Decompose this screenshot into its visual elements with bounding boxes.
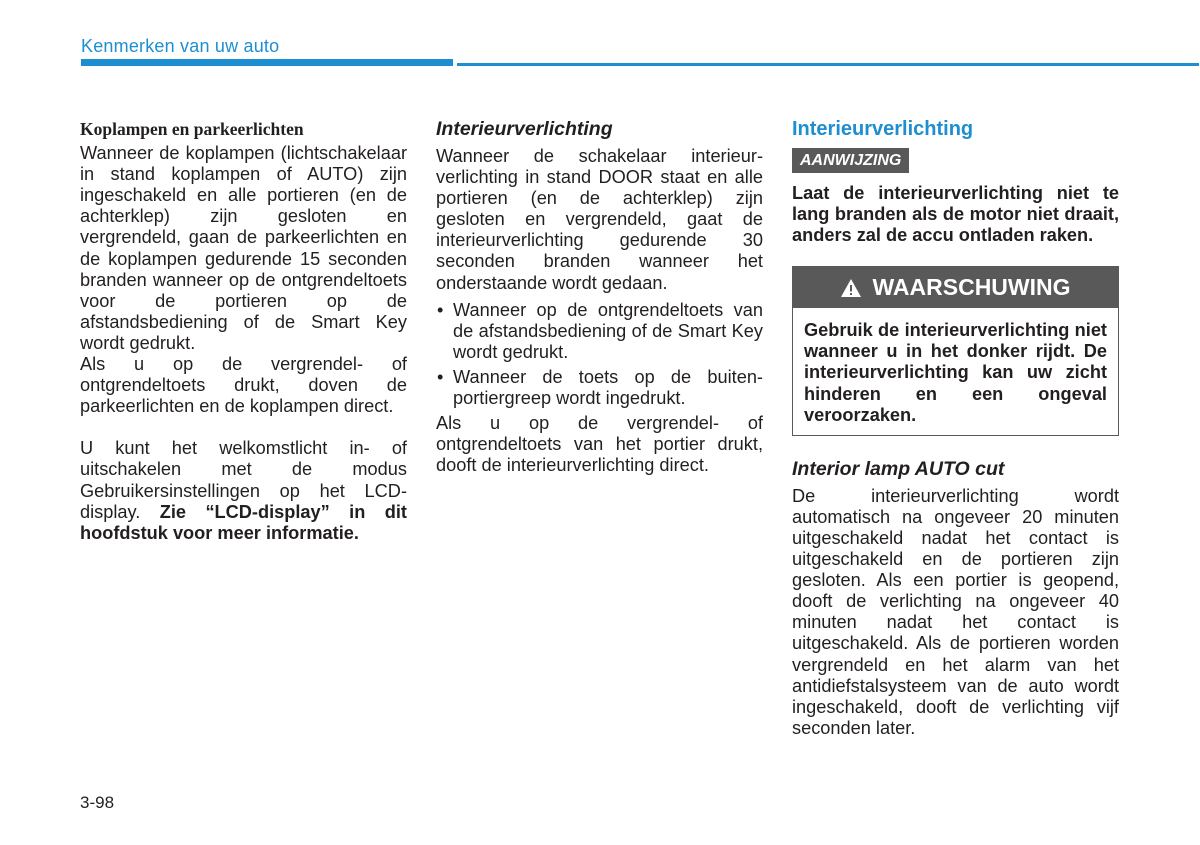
warning-title: WAARSCHUWING: [872, 274, 1071, 301]
lcd-display-reference: Zie “LCD-display” in dit hoofdstuk voor meer informatie.: [80, 501, 407, 543]
heading-interior-lighting-blue: Interieurverlichting: [792, 118, 974, 140]
heading-auto-cut: Interior lamp AUTO cut: [792, 457, 1005, 480]
section-title: Kenmerken van uw auto: [81, 36, 280, 56]
header-rule-thin: [457, 63, 1199, 66]
list-item: • Wanneer op de ontgrendeltoets van de afstandsbediening of de Smart Key wordt gedrukt.: [436, 300, 763, 363]
paragraph-interior-off: Als u op de vergrendel- of ontgrendeltoets van het portier drukt, dooft de interieurverlichting direct.: [436, 413, 763, 476]
paragraph-headlamps: Wanneer de koplampen (lichtschakelaar in stand koplampen of AUTO) zijn ingeschakeld en alle portieren (en de achterklep) zijn gesloten en vergrendeld, gaan de parkeerlichten en de koplampen gedurende 15 seconden branden wanneer op de ontgrendeltoets voor de portieren op de afstandsbediening of de Smart Key wordt gedrukt.: [80, 143, 407, 353]
paragraph-welcome-light: [80, 438, 407, 543]
paragraph-auto-cut: De interieurverlichting wordt automatisch na ongeveer 20 minuten uitgeschakeld nadat het contact is uitgeschakeld en de portieren zijn gesloten. Als een portier is geopend, dooft de verlichting na ongeveer 40 minuten nadat het contact is uitgeschakeld. Als de portieren worden vergrendeld en het alarm van het antidiefstalsysteem van de auto wordt ingeschakeld, dooft de verlichting vijf seconden later.: [792, 485, 1119, 738]
column-left: [80, 114, 407, 544]
notice-text: Laat de interieurverlichting niet te lang branden als de motor niet draait, anders zal de accu ontladen raken.: [792, 183, 1119, 246]
list-item: • Wanneer de toets op de buiten-portiergreep wordt ingedrukt.: [436, 367, 763, 409]
paragraph-interior-lighting: Wanneer de schakelaar interieur-verlichting in stand DOOR staat en alle portieren (en de achterklep) zijn gesloten en vergrendeld, gaat de interieurverlichting gedurende 30 seconden branden wanneer het onderstaande wordt gedaan.: [436, 146, 763, 293]
column-middle: [436, 114, 763, 476]
heading-interior-lighting: Interieurverlichting: [436, 118, 613, 140]
paragraph-lock-buttons: Als u op de vergrendel- of ontgrendeltoets drukt, doven de parkeerlichten en de koplampen direct.: [80, 354, 407, 417]
column-right: [792, 114, 1119, 739]
header-rule-thick: [81, 59, 453, 66]
spacer: [80, 417, 407, 438]
welcome-light-text: U kunt het welkomstlicht in- of uitschakelen met de modus Gebruikersinstellingen op het LCD-display.: [80, 438, 407, 522]
bullet-list: [436, 300, 763, 409]
warning-text: Gebruik de interieurverlichting niet wanneer u in het donker rijdt. De interieurverlichting kan uw zicht hinderen en een ongeval veroorzaken.: [804, 320, 1107, 425]
warning-box: [792, 266, 1119, 435]
heading-headlamps: Koplampen en parkeerlichten: [80, 119, 304, 139]
notice-label: AANWIJZING: [792, 148, 909, 173]
page-number: 3-98: [80, 793, 115, 812]
warning-triangle-icon: [840, 278, 862, 298]
warning-header: [793, 267, 1118, 308]
